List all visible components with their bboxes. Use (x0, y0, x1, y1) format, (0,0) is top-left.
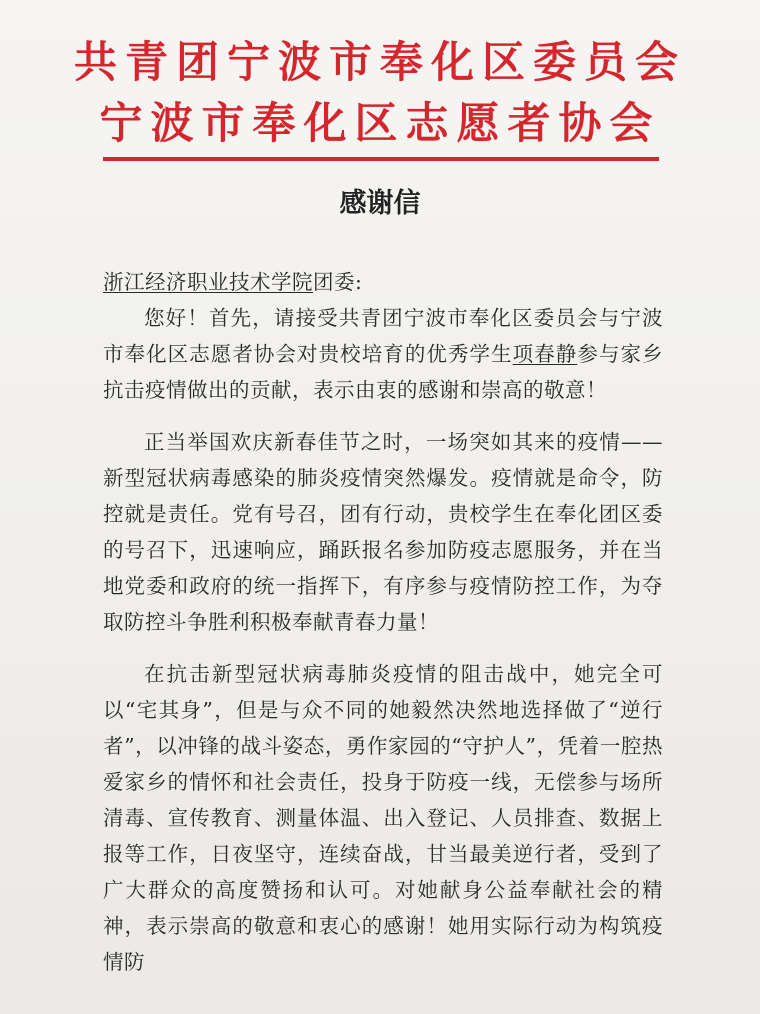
letter-title: 感谢信 (339, 188, 421, 219)
paragraph-praise: 在抗击新型冠状病毒肺炎疫情的阻击战中，她完全可以“宅其身”，但是与众不同的她毅然决然地选择做了“逆行者”，以冲锋的战斗姿态，勇作家园的“守护人”，凭着一腔热爱家乡的情怀和社会责任，投身于防疫一线，无偿参与场所清毒、宣传教育、测量体温、出入登记、人员排查、数据上报等工作，日夜坚守，连续奋战，甘当最美逆行者，受到了广大群众的高度赞扬和认可。对她献身公益奉献社会的精神，表示崇高的敬意和衷心的感谢！她用实际行动为构筑疫情防 (103, 662, 663, 974)
paragraph-greeting-part-a: 您好！首先，请接受共青团宁波市奉化区委员会与宁波市奉化区志愿者协会对贵校培育的优秀学生 (103, 306, 663, 366)
recipient-suffix: 团委: (313, 270, 363, 294)
salutation (103, 264, 663, 300)
issuer-name-line-1: 共青团宁波市奉化区委员会 (74, 38, 686, 88)
student-name: 项春静 (512, 342, 578, 366)
paragraph-greeting-part-b: 参与家乡抗击疫情做出的贡献，表示由衷的感谢和崇高的敬意！ (103, 342, 664, 402)
issuer-name-line-2: 宁波市奉化区志愿者协会 (99, 99, 661, 149)
paragraph-greeting (103, 300, 663, 408)
recipient-school: 浙江经济职业技术学院 (103, 270, 313, 294)
paragraph-background: 正当举国欢庆新春佳节之时，一场突如其来的疫情——新型冠状病毒感染的肺炎疫情突然爆发。疫情就是命令，防控就是责任。党有号召，团有行动，贵校学生在奉化团区委的号召下，迅速响应，踊跃报名参加防疫志愿服务，并在当地党委和政府的统一指挥下，有序参与疫情防控工作，为夺取防控斗争胜利积极奉献青春力量！ (103, 430, 663, 634)
red-header-rule (103, 157, 659, 161)
letter-body (103, 300, 663, 996)
